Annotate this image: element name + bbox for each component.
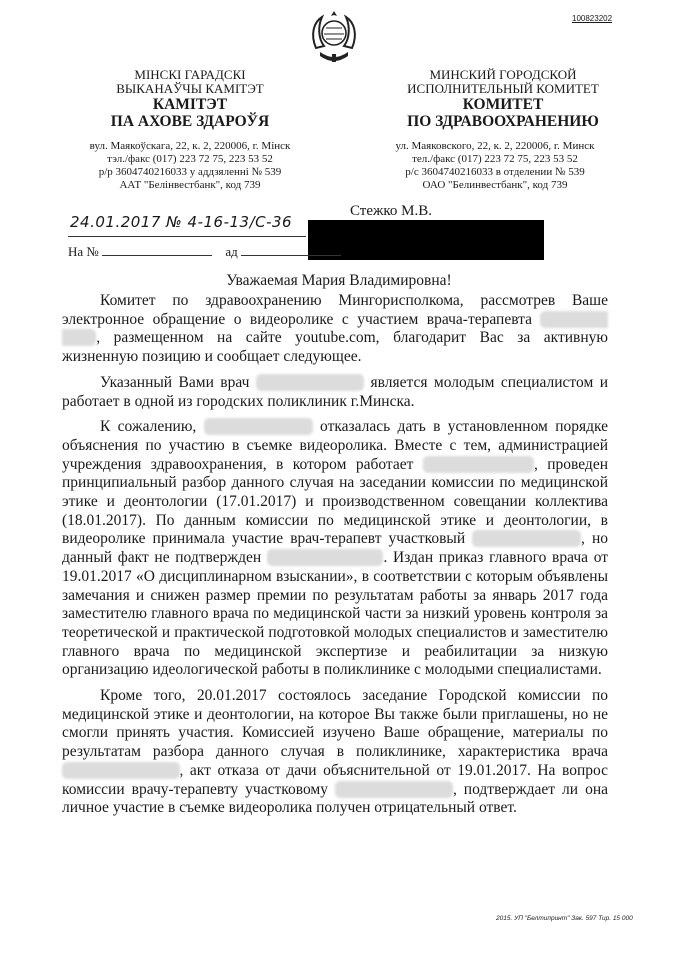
registration-number: 24.01.2017 № 4-16-13/С-36 — [70, 213, 293, 231]
reference-line — [68, 243, 341, 260]
text-span: , размещенном на сайте youtube.com, благодарит Вас за активную жизненную позицию и сообщает следующее. — [62, 329, 608, 366]
text-span: Кроме того, 20.01.2017 состоялось заседание Городской комиссии по медицинской этике и деонтологии, на которое Вы также были приглашены, но не смогли принять участия. Комиссией изучено Ваше обращение, материалы по результатам разбора данного случая в поликлинике, характеристика врача — [62, 687, 608, 761]
left-header-title1: КАМІТЭТ — [152, 96, 228, 113]
text-span: Указанный Вами врач — [100, 373, 250, 391]
right-header-line2: ИСПОЛНИТЕЛЬНЫЙ КОМИТЕТ — [407, 81, 599, 96]
ad-label: ад — [225, 244, 238, 259]
paragraph-1 — [62, 292, 608, 367]
text-span: отказалась дать в установленном порядке объяснения по участию в съемке видеоролика. Вместе с тем, администрацией учреждения здравоохранения, в котором работает — [62, 418, 609, 473]
paragraph-2 — [62, 374, 608, 411]
ad-blank — [241, 243, 341, 256]
redacted-name — [472, 530, 581, 547]
right-phone-line: тел./факс (017) 223 72 75, 223 53 52 — [412, 153, 578, 165]
redacted-name — [423, 456, 534, 473]
right-address-block — [360, 140, 630, 192]
left-address-block — [60, 140, 320, 192]
text-span: К сожалению, — [100, 418, 197, 436]
right-header — [372, 68, 634, 130]
redacted-name — [204, 418, 313, 435]
right-header-title2: ПО ЗДРАВООХРАНЕНИЮ — [407, 113, 599, 130]
redaction-box — [308, 220, 544, 260]
redacted-name — [335, 781, 453, 798]
text-span: , но данный факт не подтвержден — [62, 530, 609, 567]
left-phone-line: тэл./факс (017) 223 72 75, 223 53 52 — [107, 153, 273, 165]
redacted-name — [267, 549, 384, 566]
left-header-line2: ВЫКАНАЎЧЫ КАМІТЭТ — [116, 81, 264, 96]
print-footer: 2015. УП "Белтипринт" Зак. 597 Тир. 15 000 — [496, 915, 633, 922]
letter-body — [62, 292, 608, 825]
redacted-name — [62, 762, 180, 779]
left-header — [70, 68, 310, 130]
na-blank — [102, 243, 212, 256]
text-span: . Издан приказ главного врача от 19.01.2017 «О дисциплинарном взыскании», в соответствии с которым объявлены замечания и снижен размер премии по результатам работы за январь 2017 года заместителю главного врача по медицинской части за низкий уровень контроля за теоретической и практической подготовкой молодых специалистов и заместителю главного врача по медицинской экспертизе и реабилитации за низкую организацию идеологической работы в поликлинике с молодыми специалистами. — [62, 549, 609, 679]
text-span: является молодым специалистом и работает в одной из городских поликлиник г.Минска. — [62, 373, 608, 410]
left-account-line: р/р 3604740216033 у аддзяленні № 539 — [98, 166, 282, 178]
state-emblem-icon — [308, 8, 360, 66]
right-address-line: ул. Маяковского, 22, к. 2, 220006, г. Минск — [395, 140, 595, 152]
right-header-line1: МИНСКИЙ ГОРОДСКОЙ — [429, 67, 577, 82]
text-span: Комитет по здравоохранению Мингорисполкома, рассмотрев Ваше электронное обращение о видеоролике с участием врача-терапевта — [62, 292, 608, 328]
document-id: 100823202 — [572, 14, 613, 23]
left-header-title2: ПА АХОВЕ ЗДАРОЎЯ — [110, 113, 270, 130]
redacted-name — [256, 374, 364, 391]
na-label: На № — [68, 244, 99, 259]
text-span: , акт отказа от дачи объяснительной от 19.01.2017. На вопрос комиссии врачу-терапевту участковому — [62, 761, 609, 798]
left-header-line1: МІНСКІ ГАРАДСКІ — [134, 67, 246, 82]
paragraph-4 — [62, 687, 608, 818]
right-bank-line: ОАО "Белинвестбанк", код 739 — [422, 179, 568, 191]
salutation: Уважаемая Мария Владимировна! — [226, 272, 452, 289]
text-span: , проведен принципиальный разбор данного случая на заседании комиссии по медицинской этике и деонтологии (17.01.2017) и производственном совещании коллектива (18.01.2017). По данным комиссии по медицинской этике и деонтологии, в видеоролике принимала участие врач-терапевт участковый — [62, 455, 608, 548]
left-address-line: вул. Маякоўскага, 22, к. 2, 220006, г. Мінск — [89, 140, 291, 152]
recipient-name: Стежко М.В. — [350, 203, 433, 219]
paragraph-3 — [62, 418, 608, 680]
right-account-line: р/с 3604740216033 в отделении № 539 — [405, 166, 585, 178]
right-header-title1: КОМИТЕТ — [462, 96, 544, 113]
text-span: , подтверждает ли она личное участие в съемке видеоролика получен отрицательный ответ. — [62, 780, 608, 817]
left-bank-line: ААТ "Белінвестбанк", код 739 — [119, 179, 261, 191]
